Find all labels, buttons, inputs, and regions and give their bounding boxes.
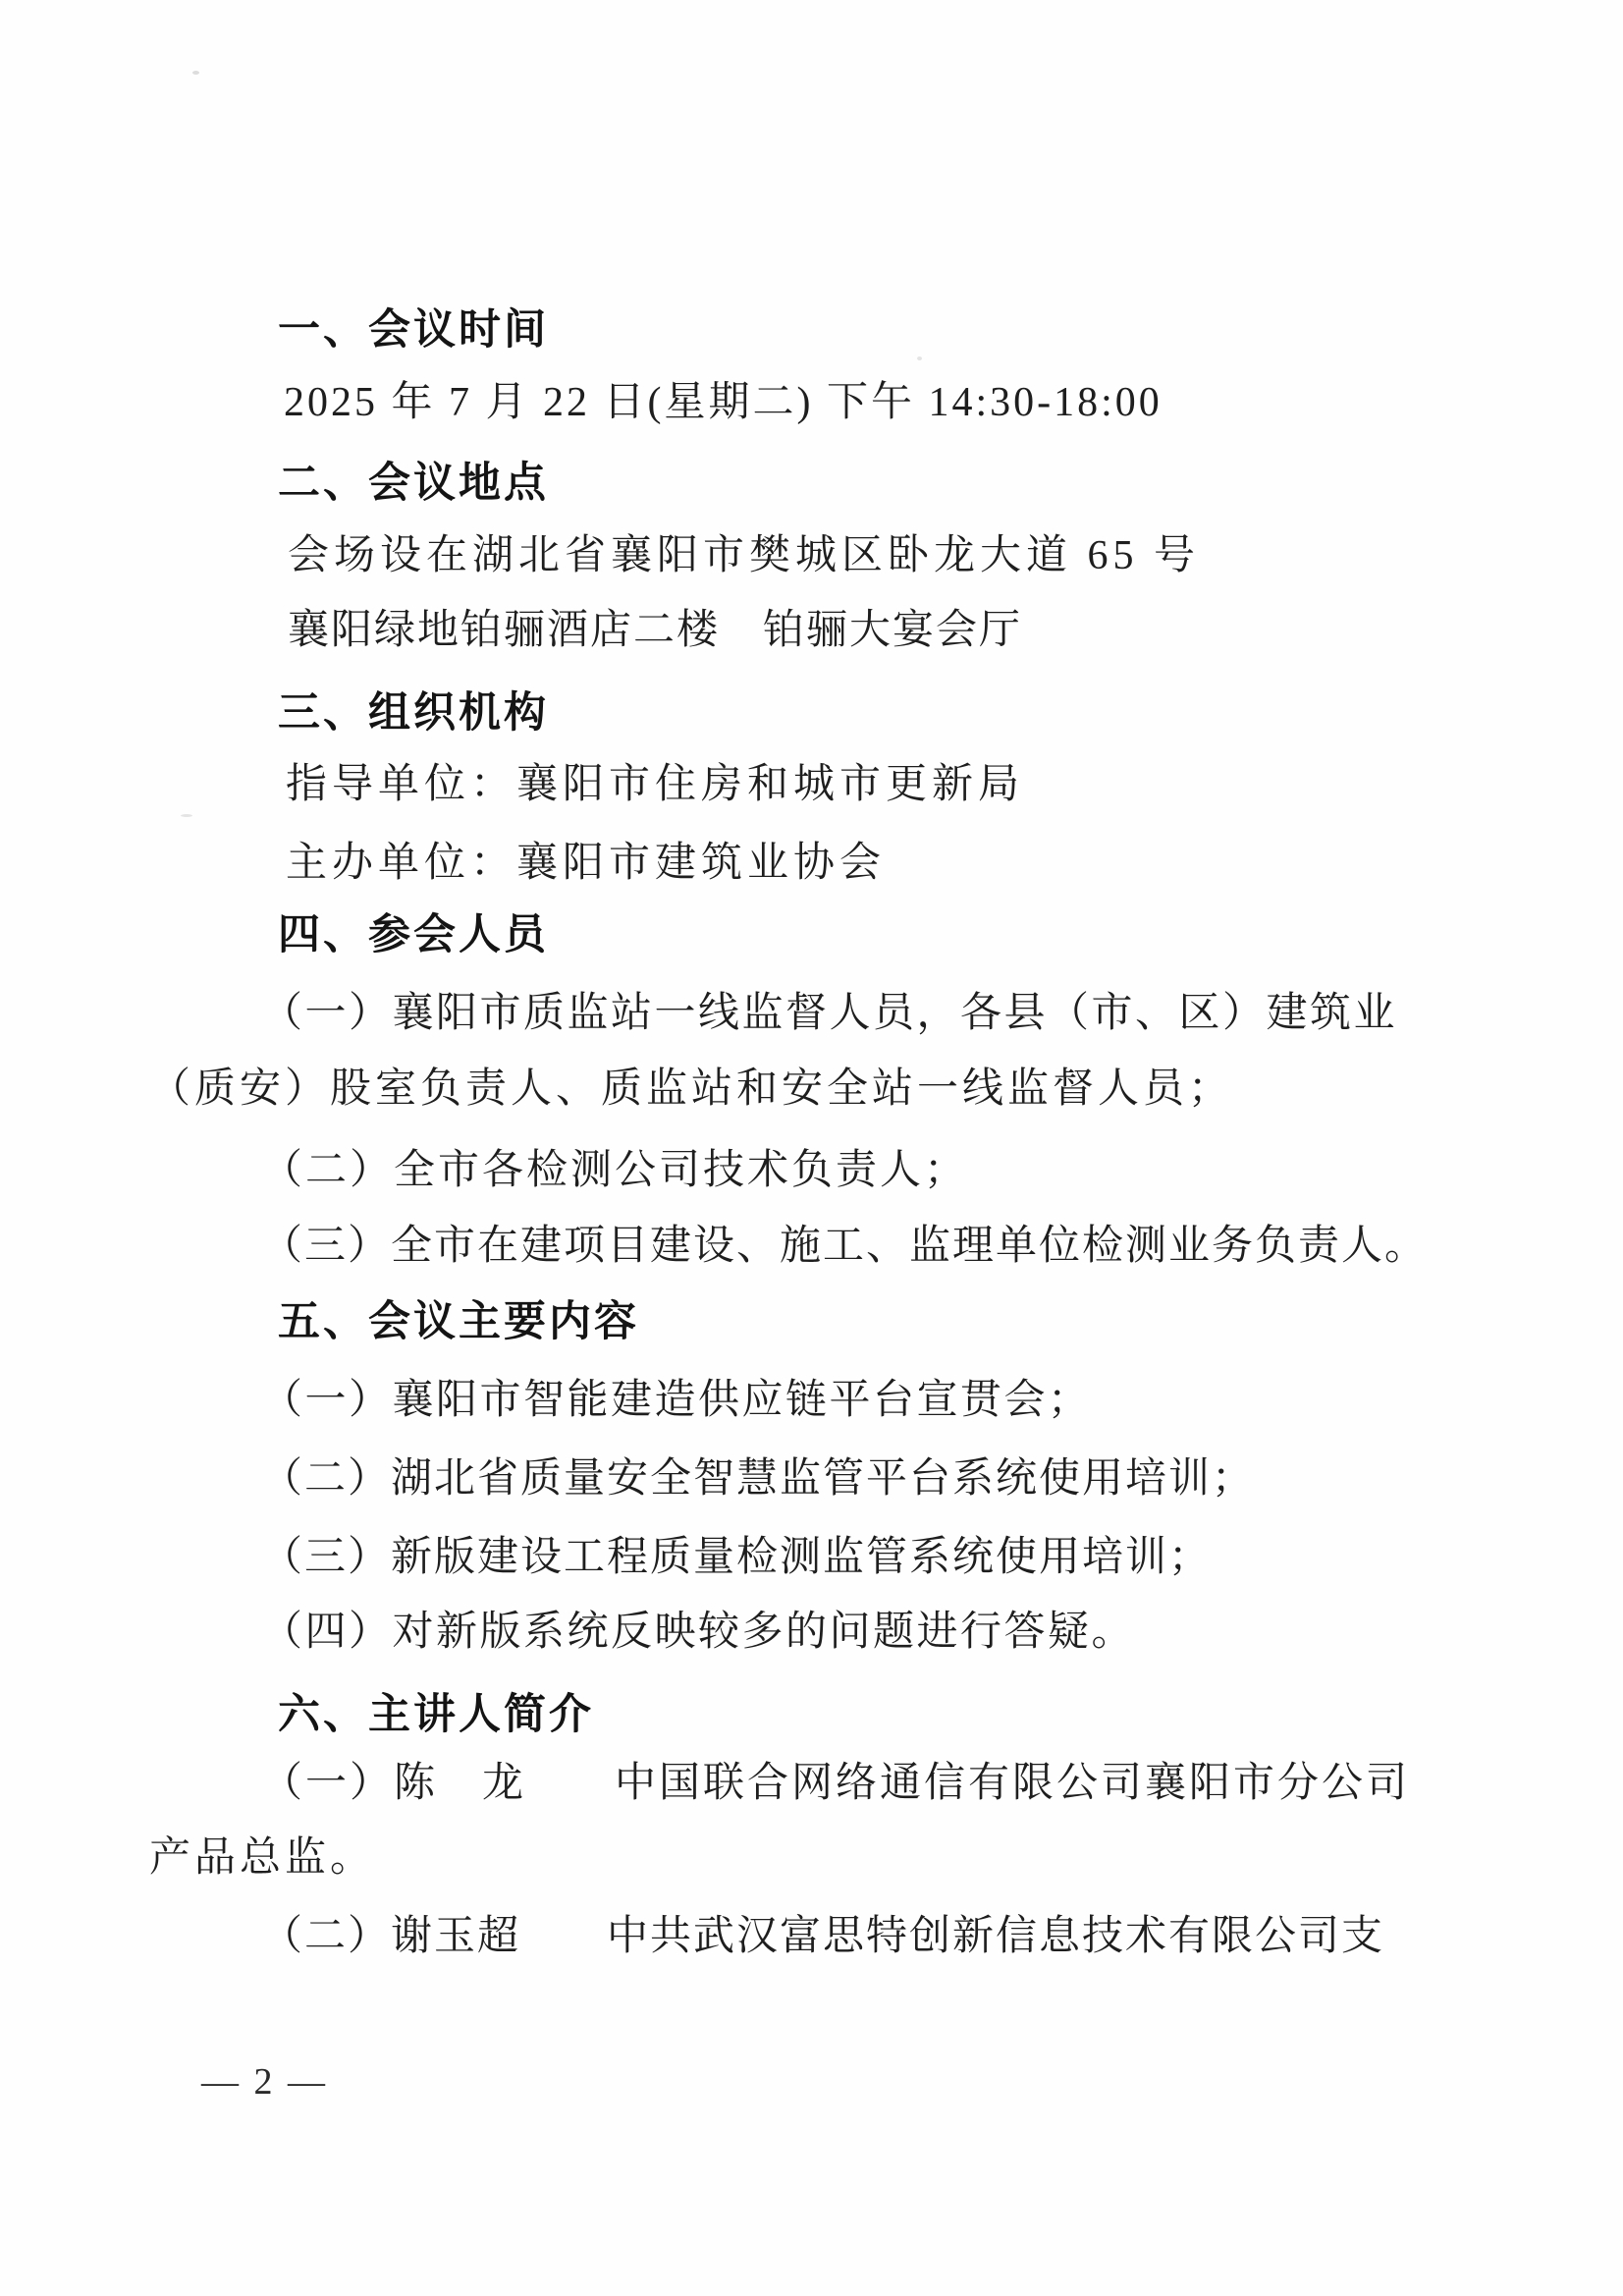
agenda-item-3: （三）新版建设工程质量检测监管系统使用培训； [261,1535,1213,1580]
agenda-item-4: （四）对新版系统反映较多的问题进行答疑。 [261,1610,1136,1655]
section-4-heading: 四、参会人员 [278,911,549,958]
meeting-address: 会场设在湖北省襄阳市樊城区卧龙大道 65 号 [288,533,1201,578]
section-3-heading: 三、组织机构 [278,689,549,737]
section-6-heading: 六、主讲人简介 [278,1691,594,1738]
scan-artifact [192,71,199,75]
participants-item-1-line-1: （一）襄阳市质监站一线监督人员，各县（市、区）建筑业 [261,991,1398,1036]
speaker-1-line-1: （一）陈 龙 中国联合网络通信有限公司襄阳市分公司 [261,1761,1411,1806]
page-number: — 2 — [201,2061,328,2103]
organizer-unit: 主办单位：襄阳市建筑业协会 [286,841,887,886]
speaker-2-line-1: （二）谢玉超 中共武汉富思特创新信息技术有限公司支 [261,1914,1385,1959]
meeting-venue: 襄阳绿地铂骊酒店二楼 铂骊大宴会厅 [288,608,1023,653]
section-5-heading: 五、会议主要内容 [278,1298,639,1345]
agenda-item-1: （一）襄阳市智能建造供应链平台宣贯会； [261,1378,1092,1423]
scan-artifact [917,356,922,360]
participants-item-1-line-2: （质安）股室负责人、质监站和安全站一线监督人员； [149,1066,1234,1112]
section-2-heading: 二、会议地点 [278,460,549,507]
agenda-item-2: （二）湖北省质量安全智慧监管平台系统使用培训； [261,1456,1256,1502]
participants-item-3: （三）全市在建项目建设、施工、监理单位检测业务负责人。 [261,1224,1429,1269]
speaker-1-line-2: 产品总监。 [149,1835,376,1881]
participants-item-2: （二）全市各检测公司技术负责人； [261,1148,969,1193]
meeting-time: 2025 年 7 月 22 日(星期二) 下午 14:30-18:00 [284,380,1163,425]
section-1-heading: 一、会议时间 [278,306,549,354]
guidance-unit: 指导单位：襄阳市住房和城市更新局 [286,762,1025,807]
scan-artifact [181,814,192,817]
